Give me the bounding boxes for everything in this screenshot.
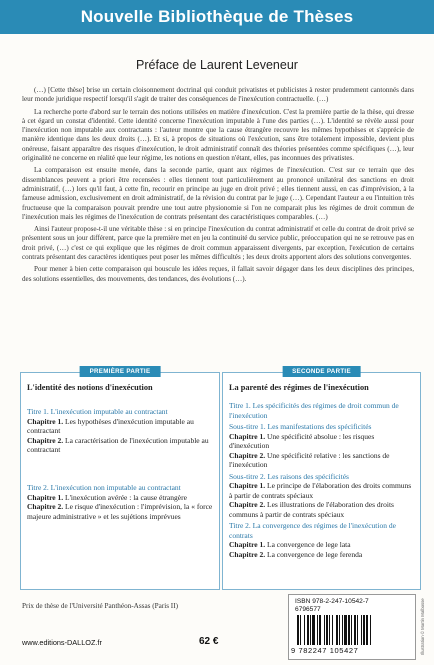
part1-title: L'identité des notions d'inexécution bbox=[27, 383, 153, 392]
chapter-label: Chapitre 1. bbox=[229, 431, 266, 441]
chapter-text: La caractérisation de l'inexécution imputable au contractant bbox=[27, 435, 209, 454]
part1-title1-section bbox=[27, 407, 214, 455]
chapter-line bbox=[229, 432, 415, 451]
chapter-text: Le risque d'inexécution : l'imprévision, la « force majeure administrative » et les sujétions imprévues bbox=[27, 502, 213, 521]
isbn: ISBN 978-2-247-10542-7 bbox=[295, 598, 369, 605]
chapter-text: Les illustrations de l'élaboration des droits communs à partir de contrats spéciaux bbox=[229, 500, 394, 519]
chapter-label: Chapitre 1. bbox=[27, 492, 64, 502]
preface-paragraph: Ainsi l'auteur propose-t-il une véritable thèse : si en principe l'inexécution du contrat administratif et celle du contrat de droit privé se présentent sous un jour différent, parce que la première met en jeu la continuité du service public, préoccupation qui ne se retrouve pas en droit privé, (…) c'est ce qui explique que les régimes de droit commun apparaissent divergents, par exception, l'exécution de certains contrats présentant des caractères identiques peut poser les mêmes difficultés ; les deux droits apportent alors des solutions convergentes. bbox=[22, 225, 414, 262]
part1-tab: PREMIÈRE PARTIE bbox=[80, 366, 161, 377]
chapter-text: Les hypothèses d'inexécution imputable au contractant bbox=[27, 416, 194, 435]
preface-paragraph: (…) [Cette thèse] brise un certain cloisonnement doctrinal qui conduit privatistes et publicistes à rester prudemment cantonnés dans leur monde juridique respectif lorsqu'il s'agit de traiter des conséquences de l'inexécution contractuelle. (…) bbox=[22, 86, 414, 104]
part2-subtitle2-heading: Sous-titre 2. Les raisons des spécificités bbox=[229, 471, 349, 481]
chapter-text: Une spécificité absolue : les risques d'inexécution bbox=[229, 431, 375, 450]
publisher-url[interactable]: www.editions-DALLOZ.fr bbox=[22, 638, 102, 647]
part2-tab: SECONDE PARTIE bbox=[282, 366, 361, 377]
part2-box bbox=[222, 368, 421, 590]
barcode-digits: 9 782247 105427 bbox=[291, 646, 359, 655]
chapter-label: Chapitre 1. bbox=[229, 540, 266, 549]
part2-title2-heading: Titre 2. La convergence des régimes de l'inexécution de contrats bbox=[229, 521, 396, 540]
barcode-panel bbox=[288, 594, 416, 660]
chapter-line bbox=[229, 540, 415, 550]
chapter-line bbox=[27, 502, 214, 521]
illustration-credit: Illustration © Martin Malbosse bbox=[420, 598, 425, 655]
part2-content bbox=[229, 401, 415, 559]
preface-paragraph: Pour mener à bien cette comparaison qui bouscule les idées reçues, il fallait savoir dégager dans les deux disciplines des principes, des solutions essentielles, des mouvements, des tendances, des évolutions (…). bbox=[22, 265, 414, 283]
chapter-text: La convergence de lege ferenda bbox=[265, 549, 363, 559]
chapter-label: Chapitre 1. bbox=[27, 416, 64, 426]
preface-paragraph: La recherche porte d'abord sur le terrain des notions utilisées en matière d'inexécution. C'est la première partie de la thèse, qui dresse à cet égard un constat d'identité. Cette identité concerne l'inexécution imputable à l'une des parties (…). L'identité se révèle aussi pour l'inexécution non imputable aux contractants : l'auteur montre que la cause étrangère recouvre les mêmes hypothèses et s'apprécie de manière identique dans les deux droits (…). Et si, à propos de situations où l'exécution, sans être totalement impossible, devient plus onéreuse, faisant apparaître des risques d'inexécution, le droit administratif connaît des théories présentées comme spécifiques (…), leur originalité ne concerne en réalité que leur régime, les notions en question n'étant, elles, pas inconnues des privatistes. bbox=[22, 107, 414, 163]
chapter-text: L'inexécution avérée : la cause étrangère bbox=[63, 492, 187, 502]
isbn-code: 6796577 bbox=[295, 606, 321, 613]
chapter-line bbox=[229, 550, 415, 560]
preface-text bbox=[22, 86, 414, 287]
collection-title: Nouvelle Bibliothèque de Thèses bbox=[80, 7, 354, 26]
part1-title2-section bbox=[27, 483, 214, 521]
chapter-line bbox=[27, 436, 214, 455]
part1-title1-heading: Titre 1. L'inexécution imputable au contractant bbox=[27, 407, 168, 416]
part2-subtitle1-heading: Sous-titre 1. Les manifestations des spécificités bbox=[229, 422, 372, 431]
thesis-prize: Prix de thèse de l'Université Panthéon-Assas (Paris II) bbox=[22, 602, 178, 610]
preface-paragraph: La comparaison est ensuite menée, dans la seconde partie, quant aux régimes de l'inexécution. C'est sur ce terrain que des dissemblances peuvent a priori être recensées : elles tiennent tout particulièrement au prononcé unilatéral des sanctions en droit administratif, (…) lors qu'il faut, à cette fin, recourir en principe au juge en droit privé ; elles tiennent aussi, en cas d'imprévision, à la fameuse admission, exclusivement en droit administratif, de la révision du contrat par le juge (…). Cependant l'auteur a eu l'intuition très fructueuse que la comparaison pouvait prendre une tout autre physionomie si l'on ne comparait plus les régimes de droit commun de l'inexécution mais les régimes de l'inexécution de contrats présentant des caractéristiques comparables. (…) bbox=[22, 166, 414, 221]
part1-title2-heading: Titre 2. L'inexécution non imputable au contractant bbox=[27, 483, 181, 492]
chapter-line bbox=[229, 451, 415, 470]
chapter-text: Le principe de l'élaboration des droits communs à partir de contrats spéciaux bbox=[229, 481, 412, 500]
price: 62 € bbox=[199, 636, 219, 647]
chapter-label: Chapitre 2. bbox=[229, 500, 266, 509]
chapter-label: Chapitre 1. bbox=[229, 481, 266, 490]
chapter-line bbox=[229, 481, 415, 500]
part2-title1-heading: Titre 1. Les spécificités des régimes de droit commun de l'inexécution bbox=[229, 401, 399, 420]
part2-title: La parenté des régimes de l'inexécution bbox=[229, 383, 369, 392]
chapter-label: Chapitre 2. bbox=[27, 435, 64, 445]
chapter-label: Chapitre 2. bbox=[229, 450, 266, 460]
part1-box bbox=[20, 368, 220, 590]
chapter-label: Chapitre 2. bbox=[27, 502, 64, 511]
chapter-label: Chapitre 2. bbox=[229, 549, 266, 559]
preface-title: Préface de Laurent Leveneur bbox=[136, 58, 298, 72]
chapter-line bbox=[27, 493, 214, 503]
chapter-line bbox=[229, 500, 415, 519]
collection-banner bbox=[0, 0, 434, 34]
chapter-text: Une spécificité relative : les sanctions de l'inexécution bbox=[229, 450, 390, 469]
chapter-line bbox=[27, 417, 214, 436]
chapter-text: La convergence de lege lata bbox=[265, 540, 351, 549]
barcode-icon bbox=[295, 615, 407, 645]
